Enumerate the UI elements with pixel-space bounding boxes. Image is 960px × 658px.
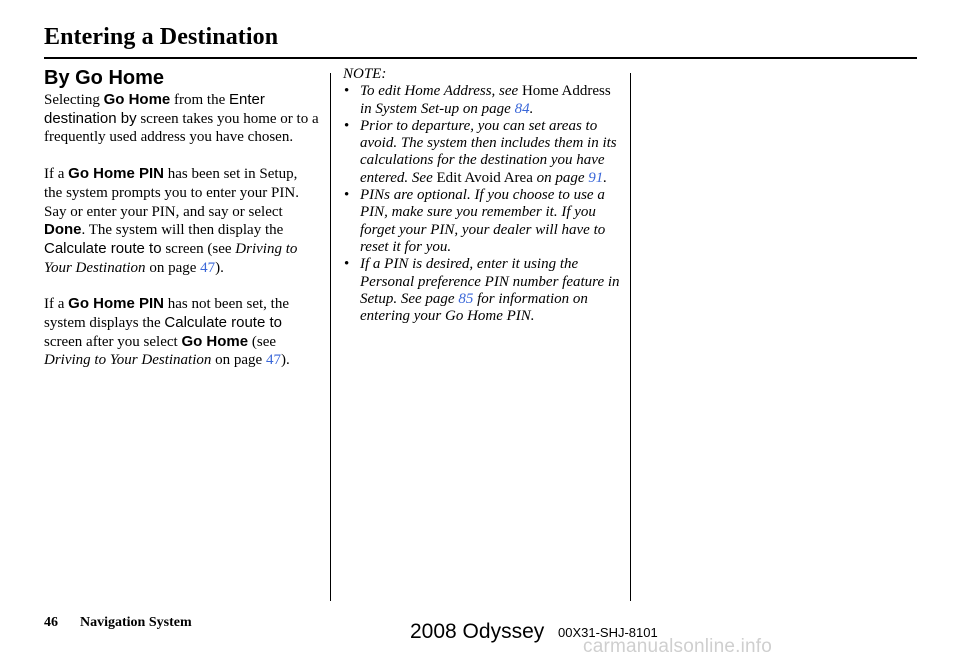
paragraph-pin-not-set bbox=[44, 295, 319, 370]
note-item bbox=[343, 83, 623, 118]
page-link-47[interactable]: 47 bbox=[265, 352, 281, 369]
ui-term-enter-destination-by: Enter destination by bbox=[44, 91, 265, 127]
watermark-code: 00X31-SHJ-8101 bbox=[558, 625, 658, 640]
text: from the bbox=[170, 92, 229, 108]
watermark-model: 2008 Odyssey bbox=[410, 620, 545, 643]
text: screen after you select bbox=[44, 333, 182, 350]
bullet-icon: • bbox=[344, 187, 350, 204]
ui-term-edit-avoid-area: Edit Avoid Area bbox=[436, 169, 533, 186]
text: . The system will then display the bbox=[81, 222, 284, 239]
section-heading: By Go Home bbox=[44, 67, 165, 89]
note-item bbox=[343, 118, 623, 187]
paragraph-go-home-intro bbox=[44, 91, 319, 147]
text: on page bbox=[532, 169, 589, 186]
notes-list bbox=[343, 83, 623, 325]
left-column bbox=[44, 66, 319, 388]
column-divider bbox=[330, 73, 331, 601]
note-item bbox=[343, 187, 623, 256]
paragraph-pin-set bbox=[44, 165, 319, 277]
text: screen (see bbox=[161, 240, 236, 257]
reference-title: Driving to Your Destination bbox=[44, 352, 212, 369]
text: on page bbox=[145, 259, 201, 276]
page-link-85[interactable]: 85 bbox=[458, 290, 474, 307]
ui-term-go-home: Go Home bbox=[103, 91, 171, 108]
note-label: NOTE: bbox=[343, 66, 387, 82]
footer-label: Navigation System bbox=[80, 615, 192, 630]
text: (see bbox=[248, 333, 277, 350]
ui-term-calculate-route-to: Calculate route to bbox=[164, 314, 282, 332]
ui-term-home-address: Home Address bbox=[521, 83, 611, 100]
page-number: 46 bbox=[44, 615, 58, 630]
text: Prior to departure, you can set areas to avoid. The system then includes them in its calculations for the destination you have entered. See bbox=[360, 117, 617, 186]
bullet-icon: • bbox=[344, 83, 350, 100]
text: has not been set, the system displays the bbox=[44, 296, 289, 332]
bullet-icon: • bbox=[344, 256, 350, 273]
text: ). bbox=[280, 352, 290, 369]
ui-term-done: Done bbox=[44, 221, 82, 239]
text: for information on entering your Go Home PIN. bbox=[360, 290, 588, 325]
column-divider bbox=[630, 73, 631, 601]
text: . bbox=[603, 169, 608, 186]
text: screen takes you home or to a frequently used address you have chosen. bbox=[44, 110, 319, 146]
text: If a bbox=[44, 296, 69, 313]
ui-term-go-home-pin: Go Home PIN bbox=[68, 165, 165, 183]
page-link-47[interactable]: 47 bbox=[200, 259, 216, 276]
text: To edit Home Address, see bbox=[360, 83, 522, 100]
ui-term-go-home-pin: Go Home PIN bbox=[68, 295, 165, 313]
text: ). bbox=[215, 259, 224, 276]
reference-title: Driving to Your Destination bbox=[44, 240, 298, 276]
page-title: Entering a Destination bbox=[44, 24, 279, 50]
text: . bbox=[529, 100, 534, 117]
text: PINs are optional. If you choose to use a PIN, make sure you remember it. If you forget your PIN, your dealer will have to reset it for you. bbox=[360, 187, 606, 255]
text: in System Set-up on page bbox=[360, 100, 515, 117]
text: on page bbox=[211, 352, 266, 369]
ui-term-go-home: Go Home bbox=[181, 332, 249, 350]
text: Selecting bbox=[44, 92, 104, 108]
text: If a bbox=[44, 166, 69, 183]
notes-column bbox=[343, 66, 623, 325]
bullet-icon: • bbox=[344, 117, 350, 134]
watermark-site: carmanualsonline.info bbox=[583, 636, 773, 657]
text: If a PIN is desired, enter it using the Personal preference PIN number feature in Setup. See page bbox=[360, 256, 620, 307]
note-item bbox=[343, 256, 623, 325]
text: has been set in Setup, the system prompts you to enter your PIN. Say or enter your PIN, and say or select bbox=[44, 166, 299, 220]
page-link-91[interactable]: 91 bbox=[588, 169, 604, 186]
page-link-84[interactable]: 84 bbox=[514, 100, 530, 117]
ui-term-calculate-route-to: Calculate route to bbox=[44, 239, 162, 257]
title-rule bbox=[44, 57, 917, 59]
